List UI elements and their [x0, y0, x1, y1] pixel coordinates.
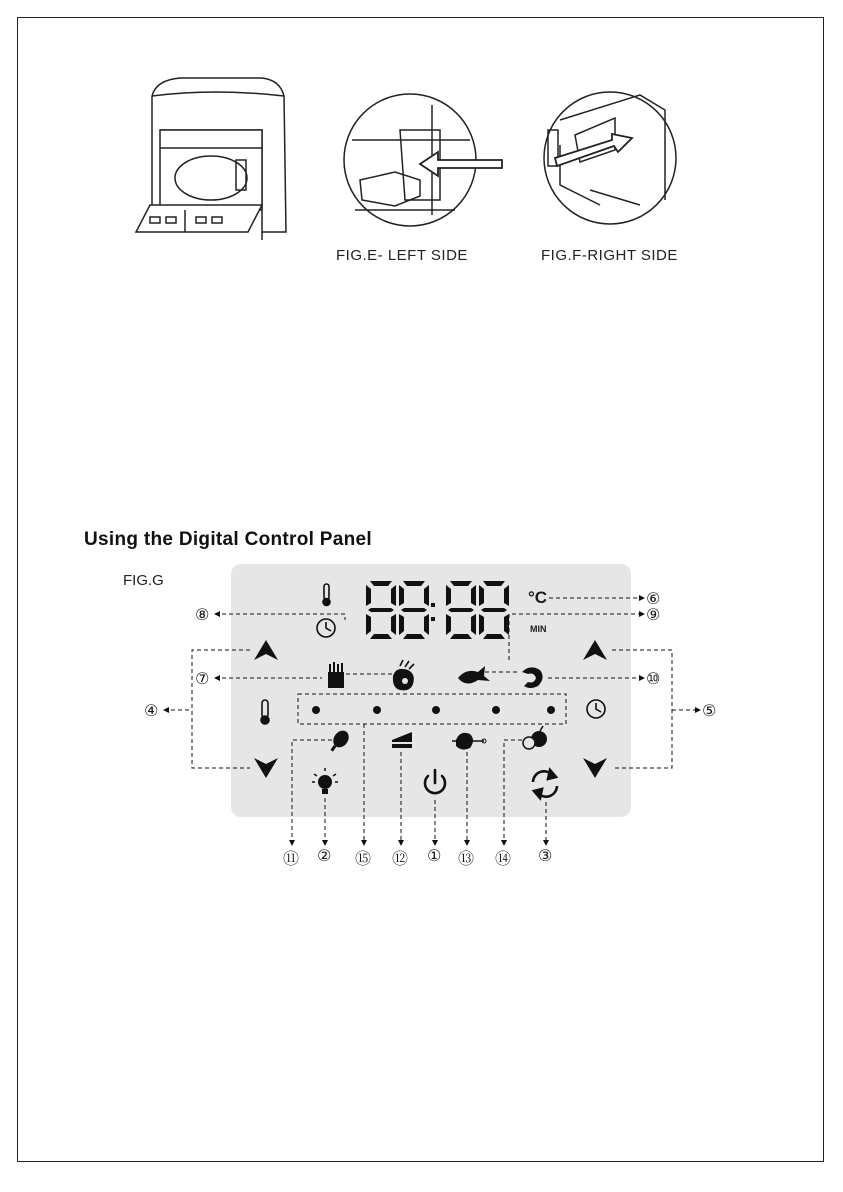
temp-up-arrow-icon — [254, 640, 278, 660]
callout-10: ⑩ — [646, 671, 661, 688]
callout-1: ① — [427, 848, 442, 865]
callout-12: ⑫ — [392, 851, 409, 868]
time-down-arrow-icon — [583, 758, 607, 778]
min-unit-label: MIN — [530, 624, 547, 634]
callout-15: ⑮ — [355, 851, 372, 868]
shrimp-icon — [522, 667, 543, 688]
display-digit-1 — [366, 581, 396, 639]
rotisserie-chicken-icon — [452, 733, 486, 750]
celsius-unit-label: °C — [528, 588, 548, 607]
timer-icon-2 — [587, 700, 605, 718]
display-colon-top — [431, 603, 435, 607]
display-digit-3 — [446, 581, 476, 639]
callout-6: ⑥ — [646, 591, 661, 608]
callout-4: ④ — [144, 703, 159, 720]
fig-g-label: FIG.G — [123, 572, 164, 589]
light-bulb-icon — [312, 768, 338, 794]
steak-icon — [393, 660, 414, 690]
thermometer-icon-2 — [261, 700, 269, 724]
callout-5: ⑤ — [702, 703, 717, 720]
callout-14: ⑭ — [495, 851, 512, 868]
callout-lines — [164, 598, 700, 845]
callout-9: ⑨ — [646, 607, 661, 624]
temp-down-arrow-icon — [254, 758, 278, 778]
callout-3: ③ — [538, 848, 553, 865]
fish-icon — [458, 666, 490, 684]
callout-arrowheads — [163, 595, 701, 846]
thermometer-icon — [323, 584, 330, 606]
display-digit-4 — [479, 581, 509, 639]
indicator-dots — [312, 706, 555, 714]
callout-8: ⑧ — [195, 607, 210, 624]
cake-icon — [392, 732, 412, 748]
callout-11: ⑪ — [283, 851, 300, 868]
fries-icon — [328, 662, 344, 688]
display-colon-bottom — [431, 617, 435, 621]
callout-13: ⑬ — [458, 851, 475, 868]
section-heading: Using the Digital Control Panel — [84, 529, 372, 550]
fruit-icon — [523, 726, 547, 749]
callout-7: ⑦ — [195, 671, 210, 688]
callout-2: ② — [317, 848, 332, 865]
time-up-arrow-icon — [583, 640, 607, 660]
time-display — [366, 581, 509, 639]
fig-e-caption: FIG.E- LEFT SIDE — [336, 247, 468, 264]
chicken-leg-icon — [330, 728, 352, 752]
indicator-dots-box — [298, 694, 566, 724]
display-digit-2 — [399, 581, 429, 639]
timer-icon — [317, 619, 335, 637]
rotate-icon — [533, 770, 557, 798]
power-icon — [425, 770, 445, 793]
fig-f-caption: FIG.F-RIGHT SIDE — [541, 247, 678, 264]
